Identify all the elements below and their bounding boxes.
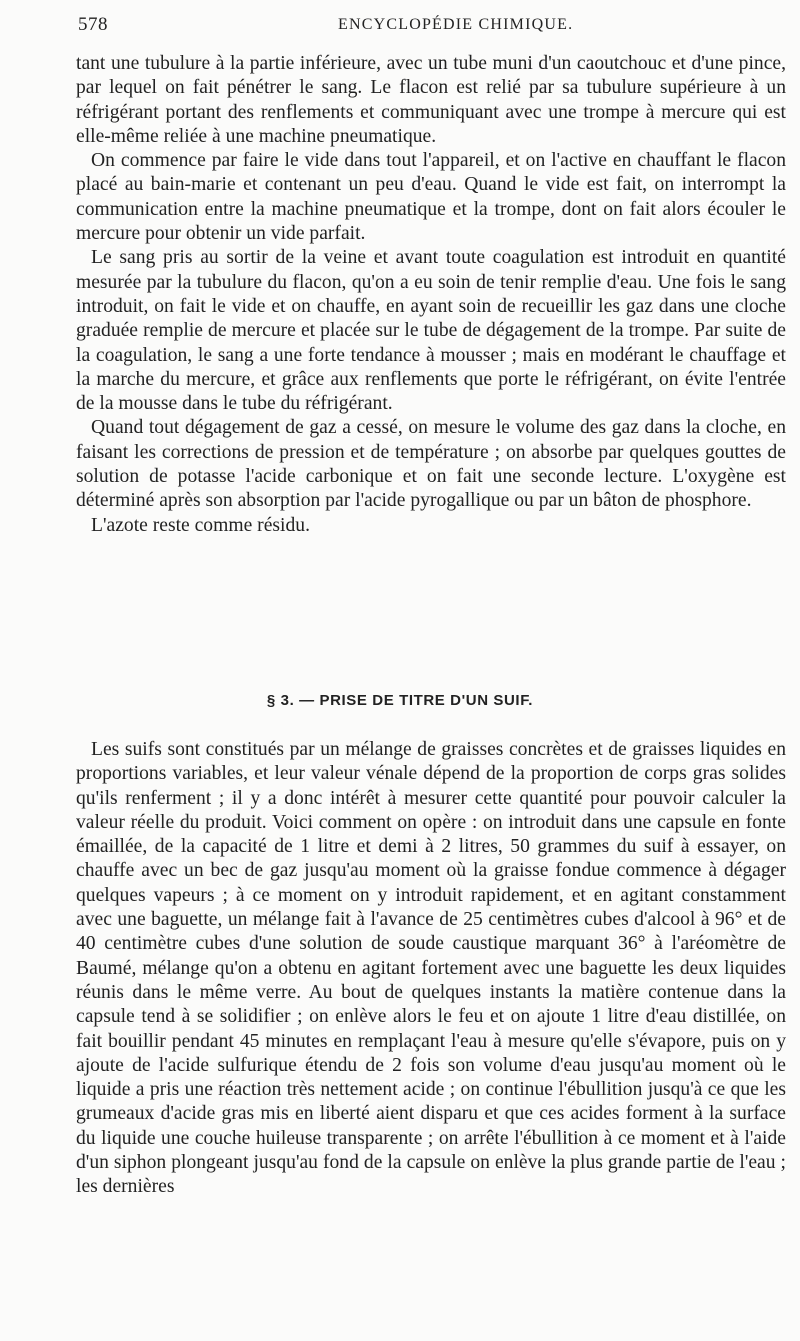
page-number: 578 bbox=[78, 14, 108, 35]
page-header bbox=[78, 14, 786, 40]
paragraph: Le sang pris au sortir de la veine et avant toute coagulation est introduit en quantité mesurée par la tubulure du flacon, qu'on a eu soin de tenir remplie d'eau. Une fois le sang introduit, on fait le vide et on chauffe, en ayant soin de recueillir les gaz dans une cloche graduée remplie de mercure et placée sur le tube de dégagement de la trompe. Par suite de la coagulation, le sang a une forte tendance à mousser ; mais en modérant le chauffage et la marche du mercure, et grâce aux renflements que porte le réfrigérant, on évite l'entrée de la mousse dans le tube du réfrigérant. bbox=[76, 247, 786, 415]
paragraph: tant une tubulure à la partie inférieure, avec un tube muni d'un caoutchouc et d'une pince, par lequel on fait pénétrer le sang. Le flacon est relié par sa tubulure supérieure à un réfrigérant portant des renflements et communiquant avec une trompe à mercure qui est elle-même reliée à une machine pneumatique. bbox=[76, 53, 786, 147]
paragraph: L'azote reste comme résidu. bbox=[91, 514, 310, 536]
body-text-part2 bbox=[76, 738, 786, 1200]
paragraph: On commence par faire le vide dans tout l'appareil, et on l'active en chauffant le flacon placé au bain-marie et contenant un peu d'eau. Quand le vide est fait, on interrompt la communication entre la machine pneumatique et la trompe, dont on fait alors écouler le mercure pour obtenir un vide parfait. bbox=[76, 150, 786, 245]
paragraph: Quand tout dégagement de gaz a cessé, on mesure le volume des gaz dans la cloche, en faisant les corrections de pression et de température ; on absorbe par quelques gouttes de solution de potasse l'acide carbonique et on fait une seconde lecture. L'oxygène est déterminé après son absorption par l'acide pyrogallique ou par un bâton de phosphore. bbox=[76, 417, 786, 512]
section-heading: § 3. — PRISE DE TITRE D'UN SUIF. bbox=[266, 692, 534, 709]
running-title: ENCYCLOPÉDIE CHIMIQUE. bbox=[338, 16, 574, 33]
paragraph: Les suifs sont constitués par un mélange de graisses concrètes et de graisses liquides en proportions variables, et leur valeur vénale dépend de la proportion de corps gras solides qu'ils renferment ; il y a donc intérêt à mesurer cette quantité pour pouvoir calculer la valeur réelle du produit. Voici comment on opère : on introduit dans une capsule en fonte émaillée, de la capacité de 1 litre et demi à 2 litres, 50 grammes du suif à essayer, on chauffe avec un bec de gaz jusqu'au moment où la graisse fondue commence à dégager quelques vapeurs ; à ce moment on y introduit rapidement, et en agitant constamment avec une baguette, un mélange fait à l'avance de 25 centimètres cubes d'alcool à 96° et de 40 centimètre cubes d'une solution de soude caustique marquant 36° à l'aréomètre de Baumé, mélange qu'on a obtenu en agitant fortement avec une baguette les deux liquides réunis dans le même verre. Au bout de quelques instants la matière contenue dans la capsule tend à se solidifier ; on enlève alors le feu et on ajoute 1 litre d'eau distillée, on fait bouillir pendant 45 minutes en remplaçant l'eau à mesure qu'elle s'évapore, puis on y ajoute de l'acide sulfurique étendu de 2 fois son volume d'eau jusqu'au moment où le liquide a pris une réaction très nettement acide ; on continue l'ébullition jusqu'à ce que les grumeaux d'acide gras mis en liberté aient disparu et que ces acides forment à la surface du liquide une couche huileuse transparente ; on arrête l'ébullition à ce moment et à l'aide d'un siphon plongeant jusqu'au fond de la capsule on enlève la plus grande partie de l'eau ; les dernières bbox=[76, 739, 786, 1198]
body-text-part1 bbox=[76, 52, 786, 538]
